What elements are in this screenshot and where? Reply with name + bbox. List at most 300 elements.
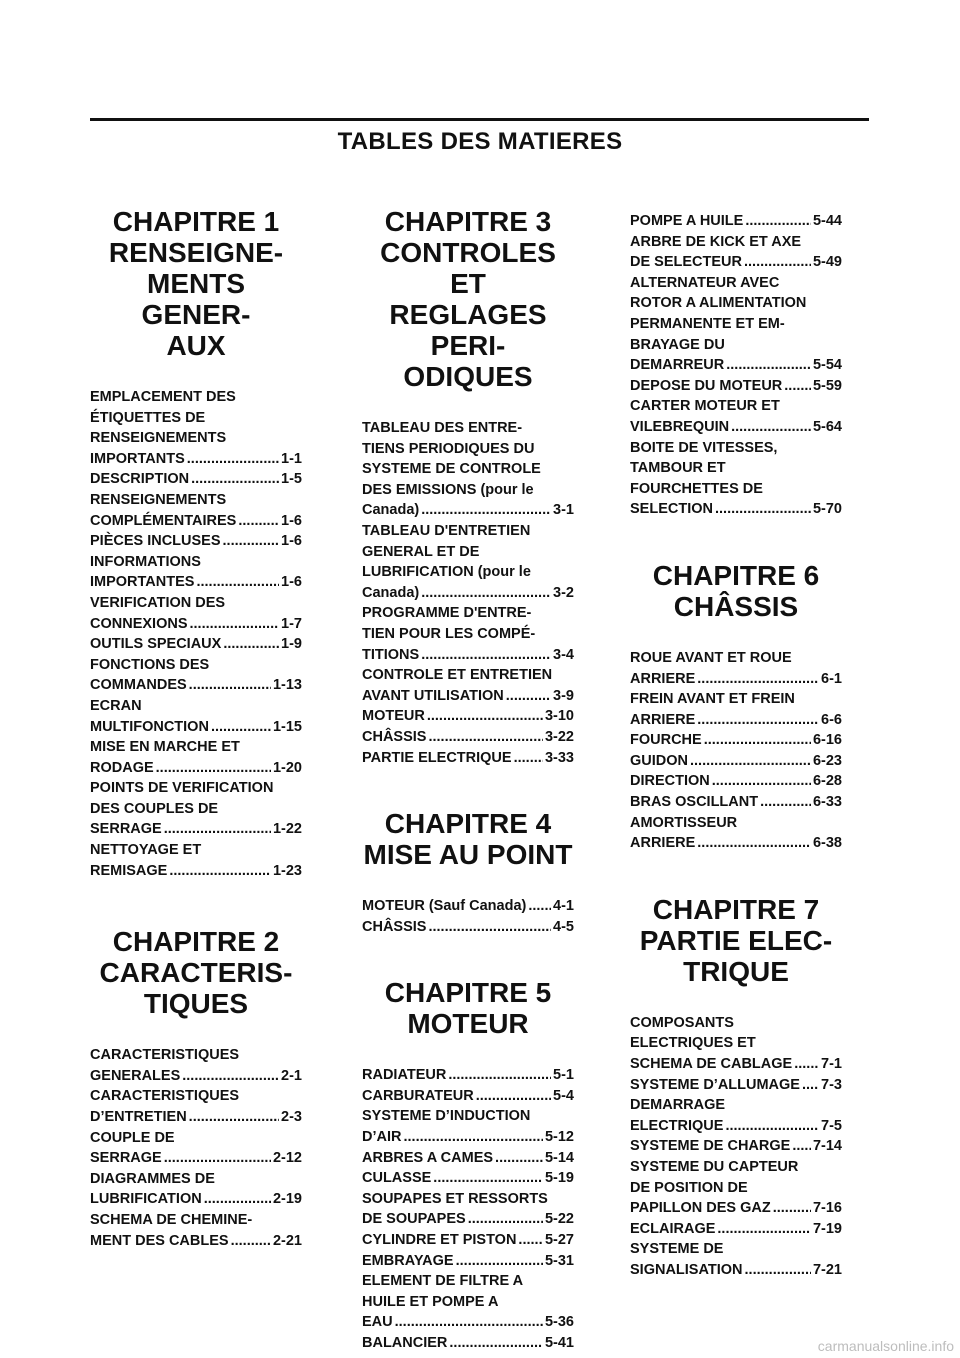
toc-entry-text: SOUPAPES ET RESSORTS [362, 1190, 548, 1207]
toc-page-number: 6-6 [821, 711, 842, 728]
dot-leader [182, 1066, 279, 1087]
toc-entry-title: MOTEUR (Sauf Canada) [362, 898, 527, 915]
toc-page-number: 1-15 [272, 718, 302, 735]
toc-entry[interactable] [90, 449, 302, 470]
toc-page-number: 5-22 [544, 1211, 574, 1228]
toc-entry[interactable] [630, 751, 842, 772]
toc-entry-line [90, 696, 302, 717]
toc-entry[interactable] [90, 758, 302, 779]
toc-page-number: 1-6 [281, 512, 302, 529]
dot-leader [717, 1219, 811, 1240]
toc-entry[interactable] [90, 511, 302, 532]
toc-page-number: 3-22 [544, 728, 574, 745]
dot-leader [191, 469, 279, 490]
toc-entry[interactable] [90, 634, 302, 655]
chapter-6-block [630, 560, 842, 854]
chapter-heading-line: REGLAGES PERI- [389, 299, 547, 361]
toc-entry-line [362, 624, 574, 645]
toc-entry[interactable] [362, 1168, 574, 1189]
chapter-5-continued-block [630, 211, 842, 520]
toc-entry[interactable] [630, 355, 842, 376]
toc-page-number: 3-1 [553, 502, 574, 519]
dot-leader [421, 500, 551, 521]
toc-page-number: 1-23 [272, 862, 302, 879]
toc-entry[interactable] [630, 1136, 842, 1157]
toc-entry-line [630, 1178, 842, 1199]
toc-page-number: 2-19 [272, 1191, 302, 1208]
toc-entry-text: ARBRE DE KICK ET AXE [630, 233, 802, 250]
toc-entry[interactable] [630, 833, 842, 854]
chapter-heading-line: CONTROLES ET [380, 237, 556, 299]
toc-entry-title: FOURCHE [630, 732, 702, 749]
toc-page-number: 2-12 [272, 1150, 302, 1167]
chapter-3-heading [362, 206, 574, 392]
toc-entry-text: POINTS DE VERIFICATION [90, 780, 274, 797]
toc-entry[interactable] [362, 727, 574, 748]
toc-entry-title: SCHEMA DE CABLAGE [630, 1056, 793, 1073]
toc-entry-title: VILEBREQUIN [630, 418, 730, 435]
toc-page-number: 3-33 [544, 749, 574, 766]
toc-entry-text: TIENS PERIODIQUES DU [362, 440, 535, 457]
chapter-1-block [90, 206, 302, 881]
toc-entry-line [630, 438, 842, 459]
toc-entry-text: AMORTISSEUR [630, 814, 738, 831]
toc-entry-title: EMBRAYAGE [362, 1252, 454, 1269]
toc-entry[interactable] [362, 896, 574, 917]
toc-entry-line [90, 408, 302, 429]
dot-leader [745, 211, 811, 232]
toc-entry-title: PIÈCES INCLUSES [90, 533, 221, 550]
chapter-4-block [362, 808, 574, 937]
toc-page-number: 5-54 [812, 357, 842, 374]
toc-entry-text: DIAGRAMMES DE [90, 1170, 215, 1187]
toc-entry-title: CYLINDRE ET PISTON [362, 1232, 517, 1249]
dot-leader [421, 645, 551, 666]
chapter-4-entries [362, 896, 574, 937]
toc-entry-title: MOTEUR [362, 708, 425, 725]
dot-leader [456, 1251, 543, 1272]
dot-leader [403, 1127, 542, 1148]
dot-leader [715, 499, 811, 520]
toc-entry[interactable] [90, 717, 302, 738]
toc-entry-title: DEMARREUR [630, 357, 725, 374]
toc-entry[interactable] [90, 1066, 302, 1087]
toc-entry-line [362, 603, 574, 624]
toc-entry-title: SYSTEME DE CHARGE [630, 1138, 791, 1155]
chapter-heading-line: CHAPITRE 5 [384, 977, 552, 1009]
toc-entry-line [90, 840, 302, 861]
toc-entry-line [90, 655, 302, 676]
toc-entry-title: MULTIFONCTION [90, 718, 209, 735]
toc-entry[interactable] [362, 1209, 574, 1230]
toc-page-number: 7-19 [812, 1220, 842, 1237]
dot-leader [196, 572, 279, 593]
toc-page-number: 5-70 [812, 501, 842, 518]
chapter-heading-line: CHAPITRE 1 [112, 206, 280, 237]
toc-entry[interactable] [362, 686, 574, 707]
toc-column-2 [362, 206, 574, 1354]
toc-entry-title: MENT DES CABLES [90, 1232, 229, 1249]
toc-entry-line [630, 458, 842, 479]
dot-leader [428, 727, 543, 748]
toc-entry-text: EMPLACEMENT DES [90, 389, 236, 405]
toc-page-number: 5-12 [544, 1129, 574, 1146]
toc-entry-text: BRAYAGE DU [630, 336, 725, 353]
toc-entry[interactable] [362, 1065, 574, 1086]
toc-entry[interactable] [90, 531, 302, 552]
toc-page-number: 2-3 [281, 1109, 302, 1126]
toc-page-number: 5-64 [812, 418, 842, 435]
toc-entry[interactable] [90, 1148, 302, 1169]
toc-entry-text: SYSTEME DE CONTROLE [362, 461, 541, 478]
toc-entry-title: CARBURATEUR [362, 1087, 474, 1104]
toc-entry-title: BALANCIER [362, 1335, 448, 1351]
toc-entry-line [90, 737, 302, 758]
toc-page-number: 5-36 [544, 1314, 574, 1331]
top-rule [90, 118, 869, 121]
toc-entry-text: MISE EN MARCHE ET [90, 739, 240, 756]
toc-entry-line [362, 665, 574, 686]
toc-entry[interactable] [630, 1054, 842, 1075]
dot-leader [189, 1107, 279, 1128]
toc-entry[interactable] [90, 675, 302, 696]
toc-page-number: 1-22 [272, 821, 302, 838]
toc-entry-line [630, 1239, 842, 1260]
toc-entry-text: SYSTEME D’INDUCTION [362, 1108, 531, 1125]
toc-entry[interactable] [362, 1148, 574, 1169]
toc-entry[interactable] [362, 645, 574, 666]
dot-leader [190, 614, 280, 635]
toc-entry-title: DESCRIPTION [90, 471, 190, 488]
dot-leader [528, 896, 551, 917]
chapter-heading-line: CHAPITRE 3 [384, 206, 552, 237]
toc-entry-line [362, 1106, 574, 1127]
toc-entry[interactable] [362, 1251, 574, 1272]
chapter-heading-line: CHÂSSIS [673, 590, 799, 622]
chapter-heading-line: CHAPITRE 7 [652, 893, 820, 925]
toc-entry-line [630, 335, 842, 356]
toc-entry-line [630, 1095, 842, 1116]
toc-page-number: 1-6 [281, 533, 302, 550]
toc-page-number: 1-9 [281, 636, 302, 653]
toc-entry-text: PERMANENTE ET EM- [630, 315, 785, 332]
toc-entry-text: SYSTEME DU CAPTEUR [630, 1159, 799, 1175]
toc-entry-title: AVANT UTILISATION [362, 687, 504, 704]
toc-entry-line [362, 418, 574, 439]
toc-page-number: 1-13 [272, 677, 302, 694]
toc-entry[interactable] [362, 1230, 574, 1251]
toc-entry-title: COMPLÉMENTAIRES [90, 512, 237, 529]
toc-page-number: 5-19 [544, 1170, 574, 1187]
toc-entry-text: NETTOYAGE ET [90, 842, 202, 859]
toc-entry[interactable] [630, 730, 842, 751]
toc-entry-text: CARTER MOTEUR ET [630, 398, 780, 415]
toc-entry-text: SYSTEME DE [630, 1241, 724, 1258]
chapter-7-heading [630, 894, 842, 987]
toc-entry-title: CHÂSSIS [362, 918, 427, 935]
dot-leader [189, 675, 271, 696]
toc-entry-title: ARRIERE [630, 835, 696, 852]
toc-entry-line [362, 521, 574, 542]
toc-entry-text: DEMARRAGE [630, 1097, 726, 1114]
dot-leader [506, 686, 551, 707]
toc-entry[interactable] [362, 1312, 574, 1333]
toc-entry[interactable] [90, 469, 302, 490]
toc-entry[interactable] [362, 1333, 574, 1354]
toc-entry[interactable] [630, 669, 842, 690]
toc-entry-line [90, 778, 302, 799]
toc-entry[interactable] [362, 917, 574, 938]
toc-entry-title: EAU [362, 1314, 393, 1331]
toc-page-number: 1-20 [272, 759, 302, 776]
toc-entry[interactable] [90, 1189, 302, 1210]
toc-entry-text: HUILE ET POMPE A [362, 1293, 499, 1310]
toc-entry-line [362, 1292, 574, 1313]
toc-entry-text: ECRAN [90, 697, 142, 714]
toc-page-number: 7-5 [821, 1117, 842, 1134]
toc-entry[interactable] [90, 1231, 302, 1252]
toc-entry-line [90, 1169, 302, 1190]
dot-leader [427, 706, 543, 727]
toc-entry-title: SELECTION [630, 501, 713, 518]
dot-leader [211, 717, 271, 738]
toc-entry-text: BOITE DE VITESSES, [630, 439, 778, 456]
toc-entry-title: SYSTEME D’ALLUMAGE [630, 1076, 800, 1093]
toc-entry[interactable] [90, 572, 302, 593]
toc-entry[interactable] [630, 376, 842, 397]
toc-page-number: 1-7 [281, 615, 302, 632]
toc-entry-line [362, 1189, 574, 1210]
toc-entry-title: ARRIERE [630, 711, 696, 728]
toc-page-number: 5-1 [553, 1067, 574, 1084]
toc-entry-line [90, 799, 302, 820]
dot-leader [726, 355, 811, 376]
toc-entry[interactable] [362, 583, 574, 604]
dot-leader [773, 1198, 811, 1219]
dot-leader [169, 861, 271, 882]
toc-entry[interactable] [90, 819, 302, 840]
chapter-heading-line: ODIQUES [403, 361, 533, 392]
chapter-3-block [362, 206, 574, 768]
toc-entry[interactable] [630, 1260, 842, 1281]
toc-entry-title: PAPILLON DES GAZ [630, 1200, 771, 1217]
toc-page-number: 1-5 [281, 471, 302, 488]
toc-entry-line [362, 1271, 574, 1292]
toc-entry[interactable] [630, 1198, 842, 1219]
toc-entry-title: RADIATEUR [362, 1067, 447, 1084]
watermark-footer: carmanualsonline.info [817, 1338, 954, 1354]
chapter-heading-line: CHAPITRE 2 [112, 926, 280, 958]
toc-page-number: 7-1 [821, 1056, 842, 1073]
toc-column-3 [630, 211, 842, 1281]
dot-leader [164, 1148, 271, 1169]
chapter-heading-line: TRIQUE [683, 955, 789, 987]
toc-page-number: 5-44 [812, 213, 842, 229]
dot-leader [697, 669, 819, 690]
toc-page-number: 7-14 [812, 1138, 842, 1155]
toc-entry-title: ARRIERE [630, 670, 696, 687]
toc-entry-title: SIGNALISATION [630, 1261, 743, 1278]
toc-entry-title: DEPOSE DU MOTEUR [630, 377, 783, 394]
toc-entry[interactable] [90, 1107, 302, 1128]
chapter-1-heading [90, 206, 302, 361]
toc-entry-text: TABLEAU D'ENTRETIEN [362, 522, 531, 539]
dot-leader [744, 252, 811, 273]
toc-entry[interactable] [90, 614, 302, 635]
toc-page-number: 6-28 [812, 773, 842, 790]
toc-entry-title: GUIDON [630, 752, 688, 769]
toc-page-number: 7-3 [821, 1076, 842, 1093]
toc-entry-title: IMPORTANTES [90, 574, 195, 591]
chapter-5-entries [362, 1065, 574, 1353]
toc-entry-text: ÉTIQUETTES DE [90, 409, 206, 426]
toc-entry-line [362, 459, 574, 480]
dot-leader [712, 771, 811, 792]
toc-entry-text: TIEN POUR LES COMPÉ- [362, 625, 536, 642]
toc-entry-line [630, 293, 842, 314]
dot-leader [792, 1136, 811, 1157]
toc-entry-title: CULASSE [362, 1170, 432, 1187]
chapter-3-entries [362, 418, 574, 768]
dot-leader [690, 751, 811, 772]
toc-entry-line [90, 490, 302, 511]
toc-entry[interactable] [362, 1127, 574, 1148]
dot-leader [802, 1075, 819, 1096]
toc-entry-line [630, 1033, 842, 1054]
toc-entry[interactable] [630, 1116, 842, 1137]
toc-page-number: 4-1 [553, 898, 574, 915]
toc-entry-title: ARBRES A CAMES [362, 1149, 494, 1166]
chapter-heading-line: MISE AU POINT [363, 839, 573, 871]
toc-entry[interactable] [630, 499, 842, 520]
toc-entry[interactable] [630, 211, 842, 232]
toc-entry-line [630, 648, 842, 669]
toc-entry[interactable] [630, 252, 842, 273]
toc-entry[interactable] [630, 710, 842, 731]
toc-entry-text: TAMBOUR ET [630, 460, 726, 477]
toc-page-number: 1-1 [281, 450, 302, 467]
toc-entry-title: Canada) [362, 584, 420, 601]
toc-entry-text: INFORMATIONS [90, 553, 201, 570]
toc-entry-line [630, 813, 842, 834]
toc-entry-text: LUBRIFICATION (pour le [362, 564, 531, 581]
toc-entry[interactable] [90, 861, 302, 882]
dot-leader [204, 1189, 271, 1210]
toc-entry-title: OUTILS SPECIAUX [90, 636, 222, 653]
toc-entry-title: LUBRIFICATION [90, 1191, 202, 1208]
toc-entry[interactable] [630, 417, 842, 438]
toc-entry[interactable] [630, 1219, 842, 1240]
toc-entry[interactable] [630, 792, 842, 813]
toc-page-number: 3-2 [553, 584, 574, 601]
toc-entry-line [362, 542, 574, 563]
toc-entry[interactable] [630, 1075, 842, 1096]
toc-page-number: 5-4 [553, 1087, 574, 1104]
toc-entry-line [630, 232, 842, 253]
dot-leader [187, 449, 279, 470]
dot-leader [784, 376, 811, 397]
chapter-2-entries [90, 1045, 302, 1251]
chapter-heading-line: CHAPITRE 4 [384, 808, 552, 840]
dot-leader [518, 1230, 543, 1251]
chapter-4-heading [362, 808, 574, 870]
toc-page-number: 5-59 [812, 377, 842, 394]
toc-entry-line [90, 1045, 302, 1066]
dot-leader [476, 1086, 551, 1107]
chapter-2-heading [90, 926, 302, 1019]
dot-leader [448, 1065, 551, 1086]
toc-entry-line [630, 314, 842, 335]
dot-leader [223, 634, 279, 655]
toc-entry-text: TABLEAU DES ENTRE- [362, 420, 523, 436]
toc-entry-text: ROUE AVANT ET ROUE [630, 649, 792, 666]
toc-entry-title: DE SELECTEUR [630, 254, 742, 271]
toc-page-number: 5-31 [544, 1252, 574, 1269]
toc-entry-title: DIRECTION [630, 773, 710, 790]
toc-entry[interactable] [362, 706, 574, 727]
toc-entry-line [90, 1086, 302, 1107]
toc-entry-title: DE SOUPAPES [362, 1211, 466, 1228]
chapter-heading-line: AUX [166, 330, 226, 361]
dot-leader [421, 583, 551, 604]
toc-entry-text: VERIFICATION DES [90, 594, 226, 611]
toc-entry-text: CARACTERISTIQUES [90, 1088, 240, 1105]
toc-entry-text: RENSEIGNEMENTS [90, 430, 227, 447]
dot-leader [238, 511, 279, 532]
chapter-heading-line: MOTEUR [407, 1008, 529, 1040]
toc-entry-title: CHÂSSIS [362, 728, 427, 745]
toc-entry[interactable] [362, 1086, 574, 1107]
toc-entry[interactable] [630, 771, 842, 792]
toc-entry[interactable] [362, 500, 574, 521]
toc-entry-text: SCHEMA DE CHEMINE- [90, 1212, 253, 1228]
toc-entry-title: POMPE A HUILE [630, 213, 744, 229]
chapter-heading-line: PARTIE ELEC- [639, 924, 833, 956]
toc-page-number: 4-5 [553, 918, 574, 935]
toc-entry-line [90, 387, 302, 408]
toc-entry-text: CONTROLE ET ENTRETIEN [362, 667, 553, 684]
dot-leader [725, 1116, 819, 1137]
chapter-heading-line: CARACTERIS- [99, 957, 293, 989]
chapter-heading-line: RENSEIGNE- [108, 237, 284, 268]
toc-page-number: 1-6 [281, 574, 302, 591]
toc-entry-title: CONNEXIONS [90, 615, 188, 632]
chapter-7-block [630, 894, 842, 1281]
chapter-1-entries [90, 387, 302, 881]
dot-leader [760, 792, 811, 813]
toc-entry-text: COMPOSANTS [630, 1014, 734, 1031]
toc-entry-text: PROGRAMME D'ENTRE- [362, 605, 532, 622]
dot-leader [731, 417, 811, 438]
toc-entry-line [90, 593, 302, 614]
toc-entry-text: FONCTIONS DES [90, 656, 210, 673]
dot-leader [794, 1054, 819, 1075]
toc-entry-title: ECLAIRAGE [630, 1220, 716, 1237]
dot-leader [468, 1209, 543, 1230]
toc-page-number: 5-27 [544, 1232, 574, 1249]
toc-entry-title: ELECTRIQUE [630, 1117, 724, 1134]
toc-entry-text: FREIN AVANT ET FREIN [630, 691, 795, 708]
toc-page-number: 7-16 [812, 1200, 842, 1217]
toc-entry-title: D’ENTRETIEN [90, 1109, 187, 1126]
toc-entry-text: CARACTERISTIQUES [90, 1047, 240, 1064]
toc-entry-line [630, 1157, 842, 1178]
chapter-6-heading [630, 560, 842, 622]
toc-entry[interactable] [362, 748, 574, 769]
toc-entry-title: RODAGE [90, 759, 154, 776]
toc-entry-title: GENERALES [90, 1067, 181, 1084]
dot-leader [449, 1333, 543, 1354]
